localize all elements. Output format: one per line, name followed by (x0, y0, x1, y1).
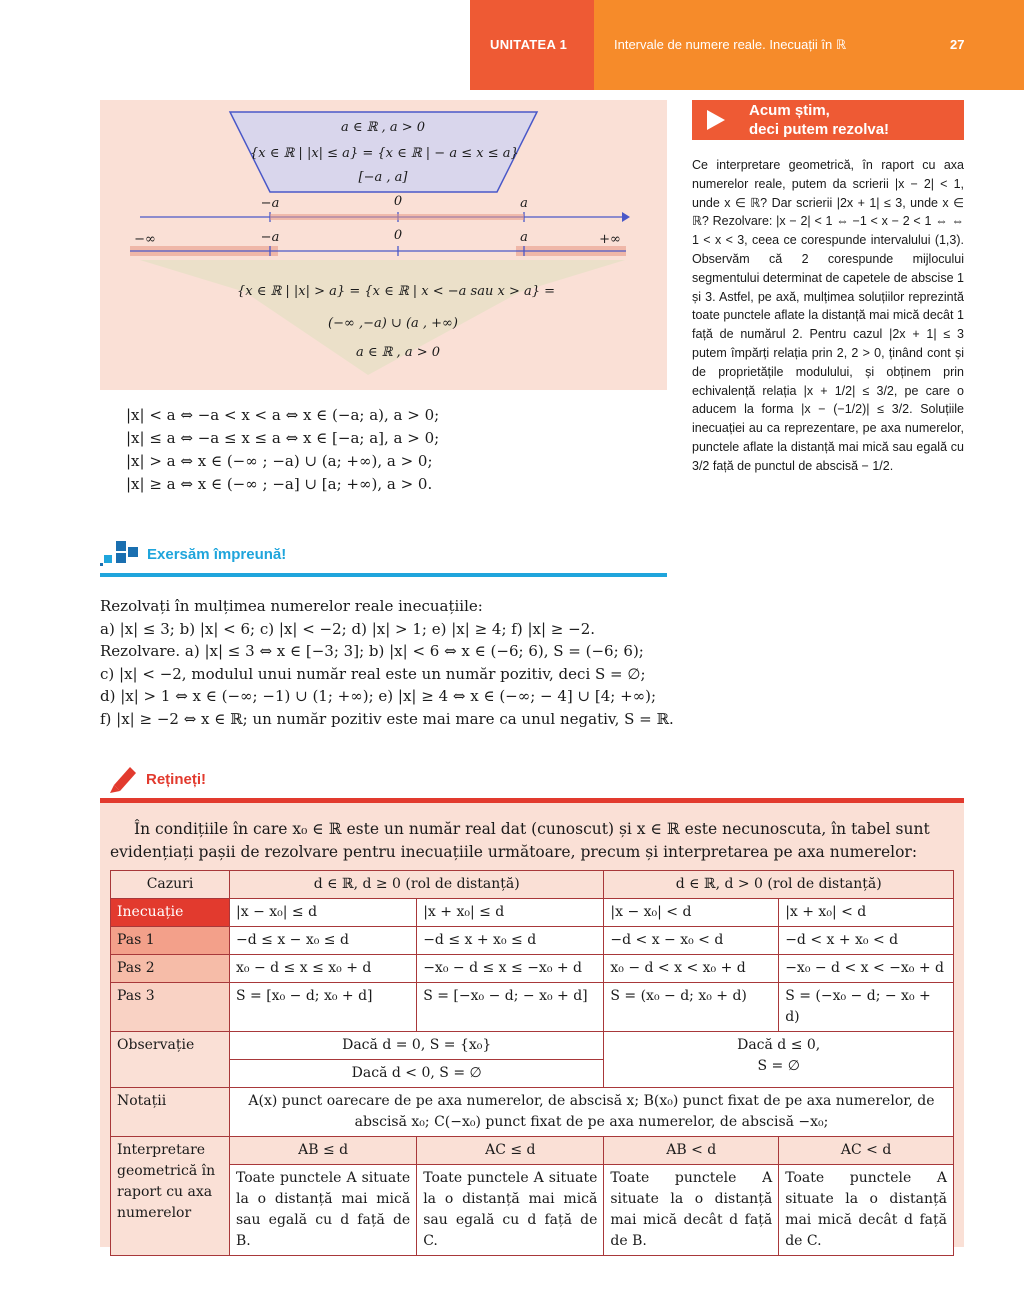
cazuri-cell: Cazuri (111, 871, 230, 899)
blocks-icon (100, 541, 140, 569)
table-cell: S = (x₀ − d; x₀ + d) (604, 983, 779, 1032)
table-cell: Toate punctele A situate la o distanță mai mică decât d față de C. (779, 1165, 954, 1256)
exersam-line: a) |x| ≤ 3; b) |x| < 6; c) |x| < −2; d) |x| > 1; e) |x| ≥ 4; f) |x| ≥ −2. (100, 619, 595, 638)
acum-stim-body: Ce interpretare geometrică, în raport cu axa numerelor reale, putem da scrierii |x − 2| < 1, unde x ∈ ℝ? Dar scrierii |2x + 1| ≤ 3, unde x ∈ ℝ? Rezolvare: |x − 2| < 1 ⇔ −1 < x − 2 < 1 ⇔ ⇔ 1 < x < 3, ceea ce corespunde intervalului (1,3). Observăm că 2 corespunde mijlocului segmentului determinat de capetele de abscise 1 și 3. Astfel, pe axă, mulțimea soluțiilor reprezintă toate punctele aflate la distanță mai mică decât 1 față de numărul 2. Pentru cazul |2x + 1| ≤ 3 putem împărți relația prin 2, 2 > 0, ținând cont și de proprietățile modulului, și obținem prin echivalență relația |x + 1/2| ≤ 3/2, pe care o aducem la forma |x − (−1/2)| ≤ 3/2. Soluțiile inecuației au ca reprezentare, pe axa numerelor, punctele aflate la distanță mai mică sau egală cu 3/2 față de punctul de abscisă − 1/2. (692, 158, 964, 473)
axis2-label-neg-a: −a (260, 230, 280, 245)
modulus-rules (126, 404, 439, 496)
table-cell: −d < x − x₀ < d (604, 927, 779, 955)
table-cell: Toate punctele A situate la o distanță mai mică sau egală cu d față de C. (417, 1165, 604, 1256)
exersam-line: d) |x| > 1 ⇔ x ∈ (−∞; −1) ∪ (1; +∞); e) |x| ≥ 4 ⇔ x ∈ (−∞; − 4] ∪ [4; +∞); (100, 687, 657, 705)
page-number: 27 (950, 37, 965, 52)
table-cell: Toate punctele A situate la o distanță mai mică decât d față de B. (604, 1165, 779, 1256)
table-cell: −x₀ − d < x < −x₀ + d (779, 955, 954, 983)
axis2-label-pos-inf: +∞ (599, 232, 621, 247)
axis1-label-zero: 0 (393, 194, 403, 209)
exersam-line: c) |x| < −2, modulul unui număr real este un număr pozitiv, deci S = ∅; (100, 664, 646, 683)
axis1-label-neg-a: −a (260, 196, 280, 211)
table-cell: Dacă d ≤ 0, S = ∅ (604, 1032, 954, 1088)
retineti-title: Rețineți! (146, 771, 206, 788)
rule-line: |x| > a ⇔ x ∈ (−∞ ; −a) ∪ (a; +∞), a > 0; (126, 452, 433, 470)
table-row (111, 955, 954, 983)
axis2-label-a: a (520, 230, 528, 245)
axis2-label-zero: 0 (393, 228, 403, 243)
bottom-equation: {x ∈ ℝ | |x| > a} = {x ∈ ℝ | x < −a sau x > a} = (236, 284, 556, 299)
bottom-condition: a ∈ ℝ , a > 0 (355, 345, 441, 360)
table-cell: |x + x₀| < d (779, 899, 954, 927)
table-cell: |x + x₀| ≤ d (417, 899, 604, 927)
table-cell: A(x) punct oarecare de pe axa numerelor, de abscisă x; B(x₀) punct fixat de pe axa numerelor, de abscisă x₀; C(−x₀) punct fixat de pe axa numerelor, de abscisă −x₀; (230, 1088, 954, 1137)
header-title: Intervale de numere reale. Inecuații în ℝ (614, 37, 847, 52)
table-row (111, 899, 954, 927)
rule-line: |x| < a ⇔ −a < x < a ⇔ x ∈ (−a; a), a > 0; (126, 406, 440, 424)
table-row (111, 1165, 954, 1256)
row-label: Pas 1 (111, 927, 230, 955)
top-interval: [−a , a] (358, 170, 408, 185)
table-cell: AC ≤ d (417, 1137, 604, 1165)
row-label: Observație (111, 1032, 230, 1088)
row-label: Pas 3 (111, 983, 230, 1032)
acum-stim-title: Acum știm, deci putem rezolva! (749, 102, 890, 138)
rule-line: |x| ≤ a ⇔ −a ≤ x ≤ a ⇔ x ∈ [−a; a], a > 0; (126, 429, 440, 447)
exersam-title: Exersăm împreună! (147, 546, 287, 563)
group-heading: d ∈ ℝ, d ≥ 0 (rol de distanță) (230, 871, 604, 899)
row-label: Notații (111, 1088, 230, 1137)
table-cell: |x − x₀| < d (604, 899, 779, 927)
table-row (111, 1032, 954, 1060)
header-unit: UNITATEA 1 (490, 37, 568, 52)
table-row (111, 1088, 954, 1137)
table-cell: |x − x₀| ≤ d (230, 899, 417, 927)
row-label: Inecuație (111, 899, 230, 927)
table-cell: −d < x + x₀ < d (779, 927, 954, 955)
row-label: Interpretare geometrică în raport cu axa numerelor (111, 1137, 230, 1256)
exersam-line: f) |x| ≥ −2 ⇔ x ∈ ℝ; un număr pozitiv este mai mare ca unul negativ, S = ℝ. (100, 709, 674, 728)
inequality-table (110, 870, 954, 1256)
table-cell: −d ≤ x − x₀ ≤ d (230, 927, 417, 955)
interval-closed-band (270, 214, 524, 220)
table-cell: S = (−x₀ − d; − x₀ + d) (779, 983, 954, 1032)
table-cell: x₀ − d ≤ x ≤ x₀ + d (230, 955, 417, 983)
play-icon (707, 110, 725, 130)
table-cell: Toate punctele A situate la o distanță mai mică sau egală cu d față de B. (230, 1165, 417, 1256)
exersam-divider (100, 573, 667, 577)
table-row (111, 1137, 954, 1165)
rule-line: |x| ≥ a ⇔ x ∈ (−∞ ; −a] ∪ [a; +∞), a > 0. (126, 475, 433, 493)
table-cell: Dacă d = 0, S = {x₀} (230, 1032, 604, 1060)
axis-one-arrow (622, 212, 630, 222)
row-label: Pas 2 (111, 955, 230, 983)
exersam-line: Rezolvare. a) |x| ≤ 3 ⇔ x ∈ [−3; 3]; b) |x| < 6 ⇔ x ∈ (−6; 6), S = (−6; 6); (100, 642, 644, 660)
table-cell: S = [x₀ − d; x₀ + d] (230, 983, 417, 1032)
top-condition: a ∈ ℝ , a > 0 (340, 120, 426, 135)
bottom-interval: (−∞ ,−a) ∪ (a , +∞) (328, 316, 458, 331)
retineti-intro: În condițiile în care x₀ ∈ ℝ este un număr real dat (cunoscut) și x ∈ ℝ este necunoscuta, în tabel sunt evidențiați pașii de rezolvare pentru inecuațiile următoare, precum și interpretarea pe axa numerelor: (110, 820, 930, 861)
table-cell: Dacă d < 0, S = ∅ (230, 1060, 604, 1088)
exersam-line: Rezolvați în mulțimea numerelor reale inecuațiile: (100, 597, 483, 615)
table-cell: AC < d (779, 1137, 954, 1165)
table-row (111, 927, 954, 955)
table-cell: x₀ − d < x < x₀ + d (604, 955, 779, 983)
axis1-label-a: a (520, 196, 528, 211)
table-row (111, 871, 954, 899)
table-row (111, 983, 954, 1032)
table-cell: AB < d (604, 1137, 779, 1165)
axis2-label-neg-inf: −∞ (134, 232, 156, 247)
group-heading: d ∈ ℝ, d > 0 (rol de distanță) (604, 871, 954, 899)
table-cell: −x₀ − d ≤ x ≤ −x₀ + d (417, 955, 604, 983)
table-cell: −d ≤ x + x₀ ≤ d (417, 927, 604, 955)
pencil-icon (108, 763, 138, 793)
table-cell: S = [−x₀ − d; − x₀ + d] (417, 983, 604, 1032)
table-cell: AB ≤ d (230, 1137, 417, 1165)
exersam-body (100, 595, 680, 730)
modulus-diagram (100, 100, 667, 390)
top-equation: {x ∈ ℝ | |x| ≤ a} = {x ∈ ℝ | − a ≤ x ≤ a} (250, 146, 519, 161)
